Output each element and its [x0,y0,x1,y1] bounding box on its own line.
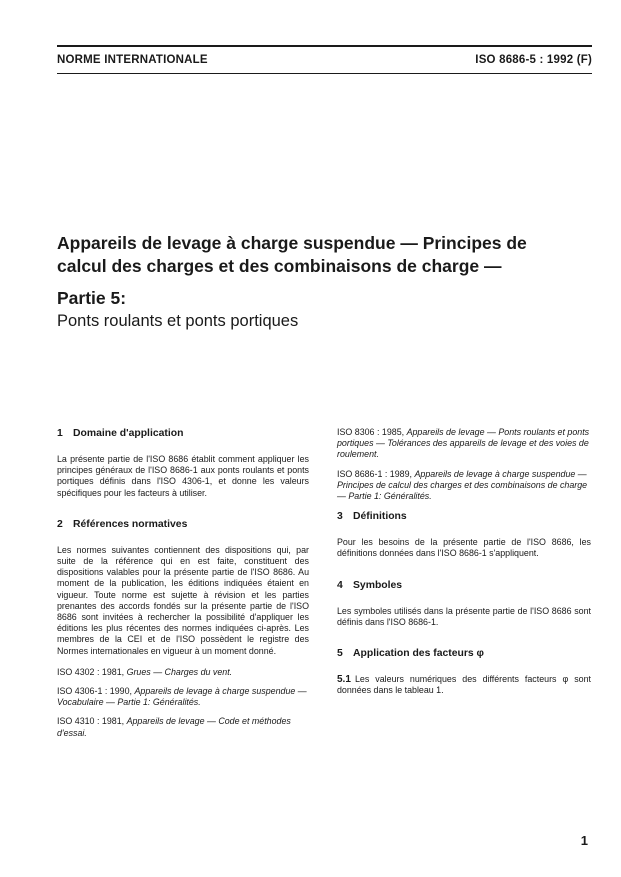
reference-iso-8306: ISO 8306 : 1985, Appareils de levage — Ponts roulants et ponts portiques — Tolérances des appareils de levage et des voies de roulement. [337,427,590,460]
part-subtitle: Ponts roulants et ponts portiques [57,312,299,330]
header-right: ISO 8686-5 : 1992 (F) [475,54,592,66]
right-column [337,427,591,696]
reference-iso-4302: ISO 4302 : 1981, Grues — Charges du vent. [57,666,233,677]
section-2-heading: 2 Références normatives [57,518,188,530]
section-3-heading: 3 Définitions [337,511,407,523]
reference-iso-4306-1: ISO 4306-1 : 1990, Appareils de levage à charge suspendue — Vocabulaire — Partie 1: Généralités. [57,686,307,708]
section-1-heading: 1 Domaine d'application [57,428,184,439]
reference-iso-8686-1: ISO 8686-1 : 1989, Appareils de levage à charge suspendue — Principes de calcul des charges et des combinaisons de charge — Partie 1: Généralités. [337,468,588,502]
part-label: Partie 5: [57,288,127,308]
section-4-heading: 4 Symboles [337,579,403,591]
section-4-body: Les symboles utilisés dans la présente partie de l'ISO 8686 sont définis dans l'ISO 8686-1. [337,605,591,627]
title-line-1: Appareils de levage à charge suspendue — Principes de [57,233,527,253]
reference-iso-4310: ISO 4310 : 1981, Appareils de levage — Code et méthodes d'essai. [57,716,291,738]
title-block [57,232,597,332]
header-rule [57,73,592,74]
left-column [57,427,309,747]
main-title [57,232,597,278]
top-rule [57,45,592,47]
section-5-1-body: 5.1 Les valeurs numériques des différents facteurs φ sont données dans le tableau 1. [337,674,591,696]
section-5-heading: 5 Application des facteurs φ [337,648,484,660]
section-2-body: Les normes suivantes contiennent des dispositions qui, par suite de la référence qui en est faite, constituent des dispositions valables pour la présente partie de l'ISO 8686. Au moment de la publication, les éditions indiquées étaient en vigueur. Toute norme est sujette à révision et les parties prenantes des accords fondés sur la présente partie de l'ISO 8686 sont invitées à rechercher la possibilité d'appliquer les éditions les plus récentes des normes indiquées ci-après. Les membres de la CEI et de l'ISO possèdent le registre des Normes internationales en vigueur à un moment donné. [57,544,309,656]
section-1-body: La présente partie de l'ISO 8686 établit comment appliquer les principes généraux de l'ISO 8686-1 aux ponts roulants et ponts portiques définis dans l'ISO 4306-1, et donne les valeurs spécifiques pour les facteurs à utiliser. [57,454,309,498]
section-3-body: Pour les besoins de la présente partie de l'ISO 8686, les définitions données dans l'ISO 8686-1 s'appliquent. [337,537,591,559]
header-left: NORME INTERNATIONALE [57,54,208,66]
title-line-2: calcul des charges et des combinaisons de charge — [57,256,502,276]
page-number: 1 [580,833,588,848]
